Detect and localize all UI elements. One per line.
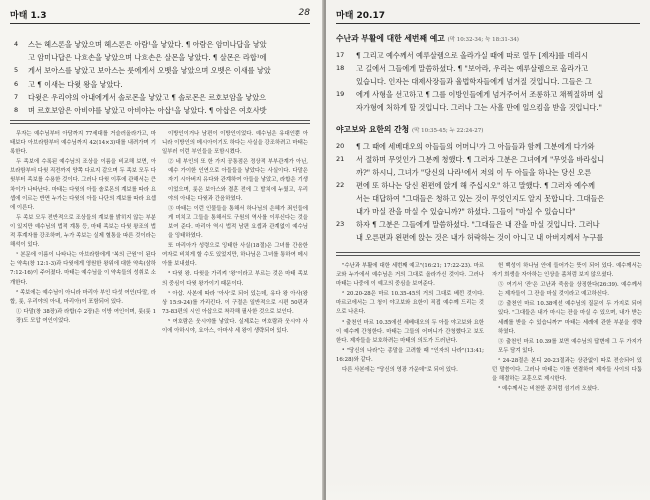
verse-block <box>14 38 306 117</box>
commentary-paragraph: ² 20.20-28은 마르 10.35-45의 거의 그대로 베낀 것이다. 마르코에서는 그 청이 야고보와 요한이 직접 예수께 드리는 것으로 나온다. <box>336 291 484 316</box>
commentary-paragraph: 이방인이거나 남편이 이방인이었다. 예수님은 유대인뿐 아니라 이방인의 메시아이기도 하다는 사실을 강조하려고 마태는 일부러 이런 부인들을 포함시켰다. <box>162 131 308 156</box>
verse-text: 스는 헤스론을 낳았으며 헤스론은 아람¹을 낳았다. ¶ 아람은 암미나답을 낳았 <box>28 40 267 49</box>
section-heading-ref: (막 10:32-34; 눅 18:31-34) <box>447 37 519 43</box>
page-number: 28 <box>298 8 310 18</box>
section-heading-title: 수난과 부활에 대한 세번째 예고 <box>336 34 445 43</box>
commentary-paragraph: 두 족보 모두 전반적으로 조상들의 계보를 밝히지 않는 부분이 있지만 예수님의 법적 계통 등, 마태 족보는 다윗 왕조의 법적 후계자를 강조하며, 누가 족보는 실제 혈통을 따른 것이라는 해석이 있다. <box>10 214 156 249</box>
verse-number: 4 <box>14 40 19 48</box>
commentary-column-left <box>10 130 156 492</box>
page-bottom-fade <box>326 480 650 500</box>
commentary-paragraph: 또 마리아가 성령으로 잉태한 사실(18절)은 그녀를 간음한 여자로 비치게 할 수도 있었지만, 하나님은 그녀를 통하여 메시아를 보내셨다. <box>162 243 308 268</box>
verse-number: 5 <box>14 66 19 75</box>
verse-line <box>336 192 642 205</box>
commentary-paragraph: ② 출천인 마르 10.38에선 예수님의 질문이 두 가지로 되어 있다. "그대들은 내가 마시는 잔을 마실 수 있으며, 내가 받는 세례를 받을 수 있습니까?" 마태는 세례에 관한 부분을 생략하였다. <box>498 301 642 335</box>
left-page <box>0 0 324 500</box>
verse-line <box>336 179 642 192</box>
verse-line <box>14 38 306 51</box>
verse-text: 고 암미나답은 나흐손을 낳았으며 나흐손은 살몬을 낳았다. ¶ 살몬은 라합¹에 <box>28 53 267 63</box>
verse-line <box>14 91 306 104</box>
commentary-paragraph: ³ 다윗 왕. 다윗을 가리켜 '왕'이라고 부르는 것은 마태 족보의 중심이 다윗 왕가이기 때문이다. <box>162 271 308 287</box>
commentary-paragraph: ⁴ "당신의 나라"는 종말을 고려할 때 "인자의 나라"(13:41; 16:28)와 같다. <box>336 347 484 363</box>
commentary-paragraph: ③ 출천인 마르 10.39를 보면 예수님의 답변에 그 두 가지가 모두 담겨 있다. <box>498 338 642 354</box>
commentary-paragraph: ³ 예수께서는 비천한 종처럼 섬기러 오셨다. <box>498 386 599 393</box>
commentary-paragraph: 다른 사본에는 "당신의 영광 가운데"로 되어 있다. <box>342 367 458 374</box>
verse-number: 22 <box>336 180 345 189</box>
verse-line <box>336 49 642 62</box>
commentary-paragraph: "수난과 부활에 대한 세번째 예고"(16:21; 17:22-23). 마르코와 누가에서 예수님은 거의 그대로 올라가신 것이다. 그러나 마태는 나중에 이 예고의 중심을 보여준다. <box>336 263 484 288</box>
verse-number: 18 <box>336 64 345 73</box>
verse-text: 내가 마실 잔을 마실 수 있습니까?" 하셨다. 그들이 "마실 수 있습니다" <box>356 207 576 217</box>
verse-line <box>336 231 642 244</box>
commentary-column-right <box>162 130 308 492</box>
verse-number: 20 <box>336 141 345 150</box>
page-bottom-fade <box>0 480 324 500</box>
verse-text: 다윗은 우리야의 아내에게서 솔로몬을 낳았고 ¶ 솔로몬은 르호보암을 낳았으 <box>28 92 267 102</box>
verse-number: 6 <box>14 79 19 88</box>
verse-text: 있습니다. 인자는 대제사장들과 율법학자들에게 넘겨질 것입니다. 그들은 그 <box>356 77 592 87</box>
commentary-paragraph: ⑤ 여기서 '잔'은 고난과 죽음을 상징한다(26:39). 예수께서는 제자들이 그 잔을 마실 것이라고 예고하신다. <box>498 282 642 298</box>
page-header <box>10 8 310 22</box>
section-heading <box>336 123 642 138</box>
page-header-title: 마태 20.17 <box>336 11 385 21</box>
commentary-paragraph: ² 24-28절은 본디 20-23절과는 상관없이 따로 전승되어 있던 말씀이다. 그러나 마태는 이를 연결하여 제자들 사이의 다툼을 해결하는 교훈으로 제시한다. <box>492 357 642 383</box>
commentary-paragraph: 무자는 예수님부터 아담까지 77세대를 거슬러올라가고, 마태보다 아브라함부터 예수님까지 42(14×3)대를 내려가며 기록한다. <box>10 131 156 156</box>
section-heading <box>336 32 642 47</box>
header-rule <box>10 23 310 24</box>
commentary-column-right <box>492 262 642 494</box>
verse-text: 고 길에서 그들에게 말씀하셨다. ¶ "보아라, 우리는 예루살렘으로 올라가고 <box>356 64 589 74</box>
verse-text: 서 절하며 무엇인가 그분께 청했다. ¶ 그러자 그분은 그녀에게 "무엇을 바라십니 <box>356 154 605 164</box>
section-divider <box>336 252 640 253</box>
section-heading-ref: (막 10:35-45; 누 22:24-27) <box>411 127 484 134</box>
verse-text: 내 오른편과 왼편에 앉는 것은 내가 허락하는 것이 아니고 내 아버지께서 누구를 <box>356 233 604 243</box>
verse-line <box>336 62 642 75</box>
verse-number: 8 <box>14 106 19 115</box>
verse-text: 편에 또 하나는 당신 왼편에 앉게 해 주십시오" 하고 말했다. ¶ 그러자 예수께 <box>356 180 595 190</box>
verse-text: 서는 대답하여 "그대들은 청하고 있는 것이 무엇인지도 알지 못합니다. 그대들은 <box>356 194 605 204</box>
verse-text: 하자 ¶ 그분은 그들에게 말씀하셨다. "그대들은 내 잔을 마실 것입니다. 그러나 <box>356 220 600 230</box>
verse-text: ¶ 그리고 예수께서 예루살렘으로 올라가실 때에 따로 열두 [제자]를 데리시 <box>356 51 589 61</box>
verse-text: 게서 보아스를 낳았고 보아스는 룻에게서 오벳을 낳았으며 오벳은 이새를 낳았 <box>28 66 271 76</box>
commentary-paragraph: ③ 마태는 이런 인물들을 통해서 하나님의 은혜가 죄인들에게 미치고 그들을 통해서도 구원의 역사를 이루신다는 것을 보여 준다. 마리아 역시 법적 남편 요셉과 관계없이 예수님을 잉태하였다. <box>168 205 308 240</box>
commentary-paragraph: ² 족보에는 예수님이 아니라 마리아 부인 다섯 여인(다말, 라합, 룻, 우리야의 아내, 마리아)이 포함되어 있다. <box>10 289 156 305</box>
verse-text: ¶ 그 때에 세베대오의 아들들의 어머니¹가 그 아들들과 함께 그분에게 다가와 <box>356 141 595 151</box>
commentary-paragraph: ② 네 부인의 또 한 가지 공통점은 정상적 부부관계가 아닌, 예수 가이한 인연으로 아들들을 낳았다는 사실이다. 다말은 자기 시아버지 유다와 관계하여 아들을 낳았고, 라합은 기생이었으며, 룻은 보아스와 결혼 전에 그 발치에 누웠고, 우리야의 아내는 다윗과 간음하였다. <box>168 159 308 202</box>
commentary-paragraph: ³ 출천인 마르 10.35에선 세베대오의 두 아들 야고보와 요한이 예수께 간청한다. 마태는 그들의 어머니가 간청했다고 보도한다. 제자들을 보호하려는 마태의 의도가 드러난다. <box>336 319 484 344</box>
verse-line <box>14 64 306 77</box>
verse-line <box>336 88 642 101</box>
verse-text: 고 ¶ 이새는 다윗 왕을 낳았다. <box>28 79 123 89</box>
commentary-paragraph: ¹ 본문에 이름이 나타나는 아브라함에게 '복의 근원'이 된다는 약속(창 12:1-3)과 다윗에게 영원한 왕위에 대한 약속(삼하 7:12-16)이 주어졌다. 마태는 예수님을 이 약속들의 성취로 소개한다. <box>10 252 156 286</box>
verse-line <box>336 166 642 179</box>
verse-line <box>14 78 306 91</box>
section-divider <box>336 255 640 256</box>
verse-text: 까?" 하시니, 그녀가 "당신의 나라¹에서 저의 이 두 아들을 하나는 당신 오른 <box>356 167 592 177</box>
section-divider <box>10 120 310 121</box>
page-header <box>336 8 640 22</box>
verse-number: 21 <box>336 154 345 163</box>
commentary-paragraph: 헌 백성이 하나님 안에 들어가는 뜻이 되어 있다. 예수께서는 자기 희생을 자아하는 인상을 좀처럼 보지 않으셨다. <box>492 263 642 279</box>
section-divider <box>10 123 310 124</box>
verse-line <box>14 51 306 64</box>
header-rule <box>336 23 640 24</box>
verse-line <box>336 140 642 153</box>
commentary-column-left <box>336 262 484 494</box>
verse-number: 17 <box>336 51 345 60</box>
commentary-paragraph: 두 족보에 수록된 예수님의 조상을 이름을 비교해 보면, 아브라함부터 다윗 직전까지 양쪽 다르지 같으며 두 족보 모두 다윗부터 족보를 수용한 것이다. 그러나 다윗 이후에 관해서는 큰 차이가 나타난다. 마태는 다윗의 아들 솔로몬의 계보를 따라 요셉에 이르는 반면 누가는 다윗의 아들 나단의 계보를 따라 요셉에 이른다. <box>10 159 156 211</box>
verse-line <box>336 218 642 231</box>
verse-number: 7 <box>14 92 19 101</box>
verse-line <box>336 75 642 88</box>
page-header-title: 마태 1.3 <box>10 11 47 21</box>
commentary-paragraph: ① 다말(창 38장)과 라합(수 2장)은 이방 여인이며, 룻(룻 1장)도 모압 여인이었다. <box>16 308 156 324</box>
verse-line <box>336 205 642 218</box>
verse-block <box>336 28 642 244</box>
section-heading-title: 야고보와 요한의 간청 <box>336 124 410 134</box>
verse-text: 자가형에 처하게 할 것입니다. 그러나 그는 사흘 만에 일으킴을 받을 것입니다." <box>356 103 602 113</box>
right-page <box>326 0 650 500</box>
verse-text: 며 르호보암은 아비야를 낳았고 아비야는 아삽¹을 낳았다. ¶ 아삽은 여호사밧 <box>28 106 267 116</box>
verse-number: 19 <box>336 90 345 99</box>
verse-number: 23 <box>336 220 345 229</box>
commentary-paragraph: ¹ 아삽. 사본에 따라 '아사'로 되어 있는데, 유다 왕 아사(왕상 15:9-24)를 가리킨다. 이 구절은 일반적으로 시편 50편과 73-83편의 시인 아삽으로 착각해 필사한 것으로 보인다. <box>162 290 308 315</box>
verse-line <box>14 104 306 117</box>
verse-line <box>336 101 642 114</box>
commentary-paragraph: ⁵ 여호람은 웃시야를 낳았다. 실제로는 여호람과 웃시야 사이에 아하시야, 요아스, 아마샤 세 왕이 생략되어 있다. <box>162 318 308 334</box>
verse-line <box>336 153 642 166</box>
verse-text: 에게 사형을 선고하고 ¶ 그를 이방인들에게 넘겨주어서 조롱하고 채찍질하며 십 <box>356 90 604 100</box>
